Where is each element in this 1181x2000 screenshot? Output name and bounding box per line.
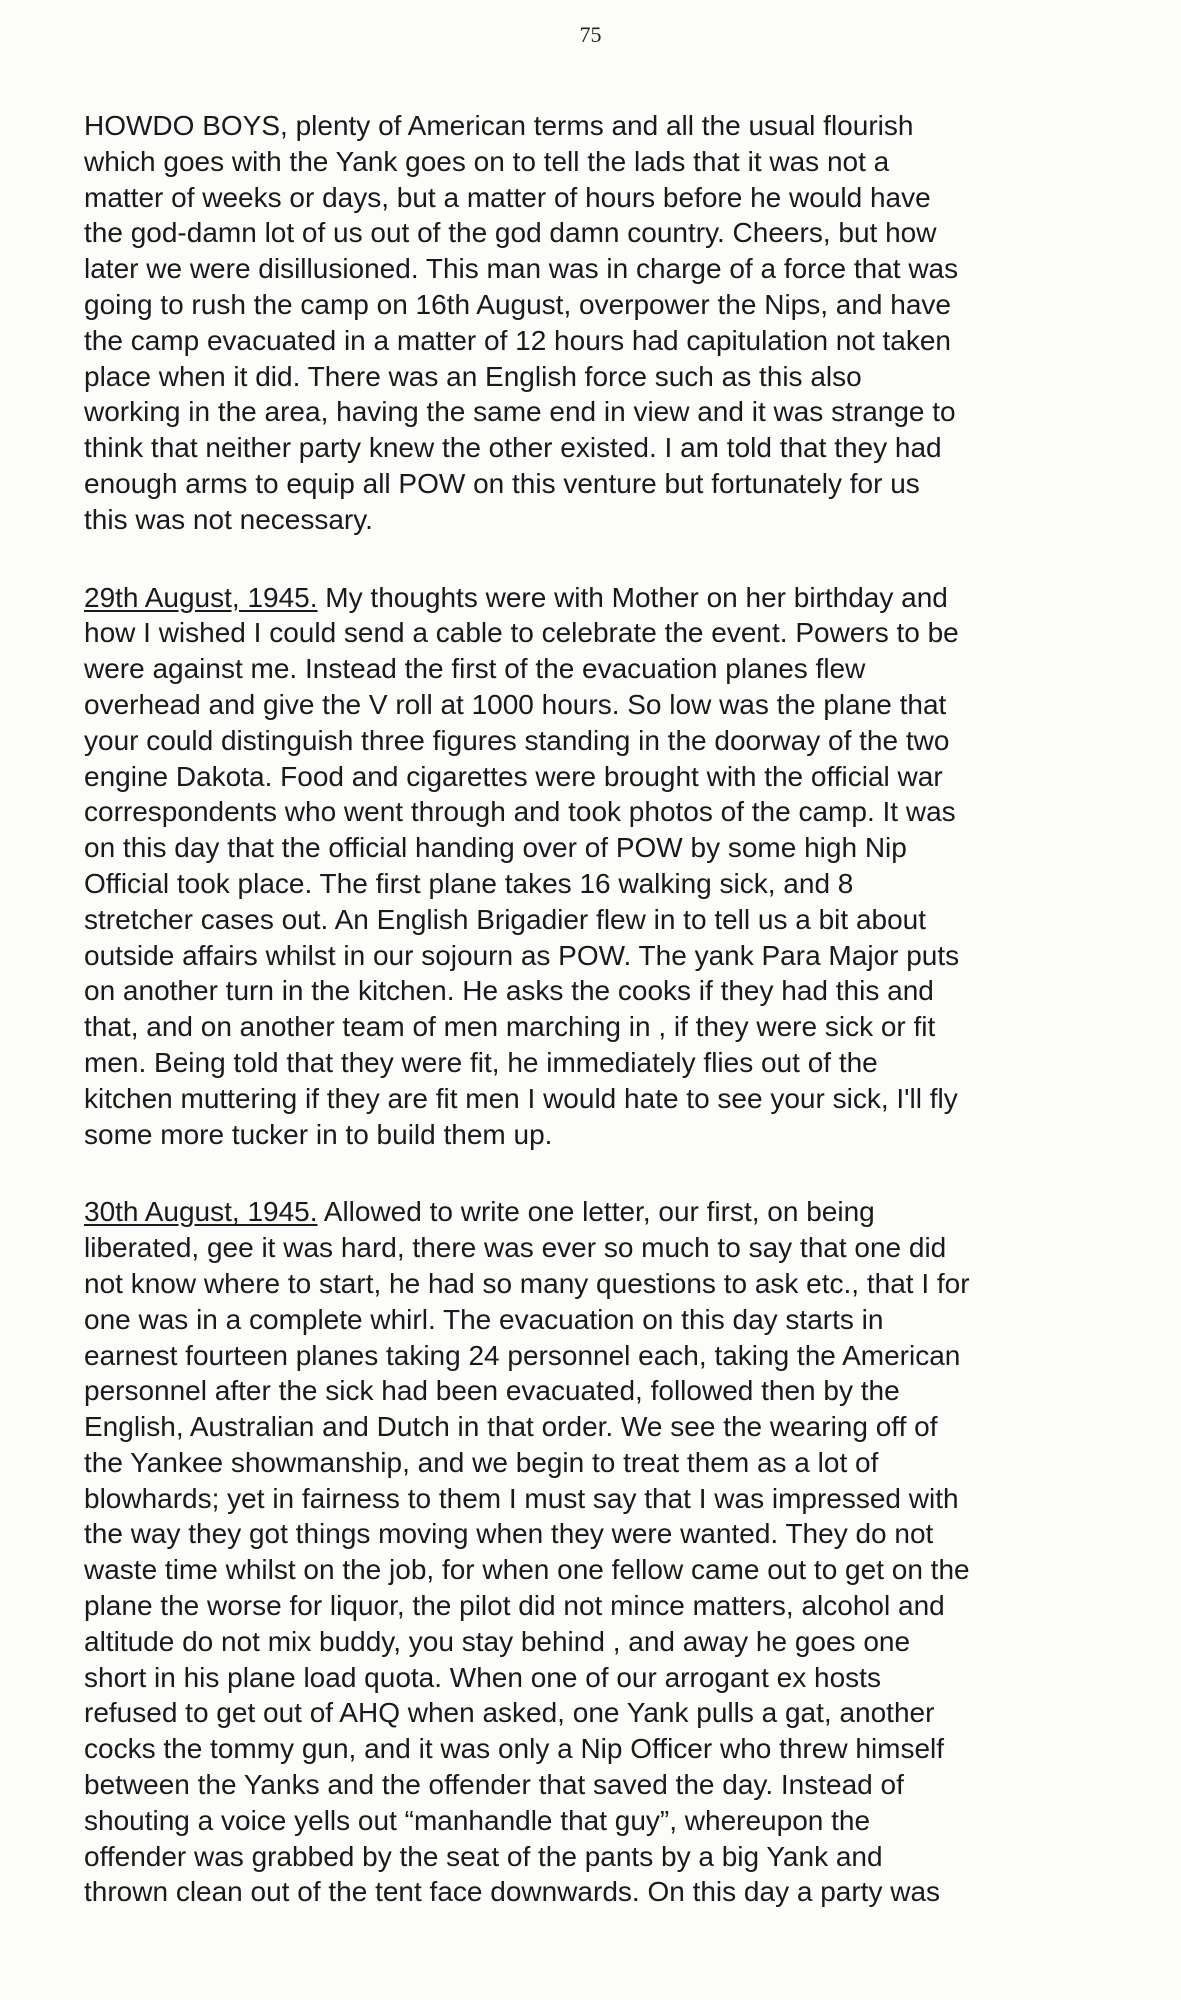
line-text: stretcher cases out. An English Brigadier flew in to tell us a bit about <box>84 903 927 935</box>
text-line <box>84 180 1124 216</box>
text-line <box>84 215 1124 251</box>
line-text: outside affairs whilst in our sojourn as POW. The yank Para Major puts <box>84 939 960 971</box>
text-line <box>84 902 1124 938</box>
line-text: altitude do not mix buddy, you stay behind , and away he goes one <box>84 1625 911 1657</box>
text-line <box>84 615 1124 651</box>
line-text: shouting a voice yells out “manhandle that guy”, whereupon the <box>84 1804 871 1836</box>
text-line <box>84 1266 1124 1302</box>
line-text: one was in a complete whirl. The evacuation on this day starts in <box>84 1303 884 1335</box>
line-text: place when it did. There was an English force such as this also <box>84 360 862 392</box>
line-text: engine Dakota. Food and cigarettes were brought with the official war <box>84 760 943 792</box>
text-line <box>84 1481 1124 1517</box>
line-text: think that neither party knew the other existed. I am told that they had <box>84 432 942 464</box>
line-text: men. Being told that they were fit, he immediately flies out of the <box>84 1046 878 1078</box>
text-line <box>84 1194 1124 1230</box>
line-text: My thoughts were with Mother on her birthday and <box>317 581 948 613</box>
entry-date: 29th August, 1945. <box>84 581 318 613</box>
line-text: some more tucker in to build them up. <box>84 1118 553 1150</box>
text-line <box>84 938 1124 974</box>
diary-paragraph <box>84 580 1124 1153</box>
text-line <box>84 651 1124 687</box>
line-text: offender was grabbed by the seat of the pants by a big Yank and <box>84 1840 883 1872</box>
text-line <box>84 1302 1124 1338</box>
text-line <box>84 1874 1124 1910</box>
line-text: the god-damn lot of us out of the god damn country. Cheers, but how <box>84 217 937 249</box>
text-line <box>84 1695 1124 1731</box>
line-text: liberated, gee it was hard, there was ever so much to say that one did <box>84 1232 947 1264</box>
text-line <box>84 1588 1124 1624</box>
line-text: were against me. Instead the first of the evacuation planes flew <box>84 653 866 685</box>
text-line <box>84 287 1124 323</box>
text-line <box>84 108 1124 144</box>
text-line <box>84 1409 1124 1445</box>
line-text: correspondents who went through and took photos of the camp. It was <box>84 796 956 828</box>
line-text: cocks the tommy gun, and it was only a Nip Officer who threw himself <box>84 1733 945 1765</box>
text-line <box>84 144 1124 180</box>
line-text: personnel after the sick had been evacuated, followed then by the <box>84 1375 900 1407</box>
diary-text <box>84 108 1124 1910</box>
line-text: on this day that the official handing over of POW by some high Nip <box>84 832 907 864</box>
line-text: Allowed to write one letter, our first, on being <box>317 1196 875 1228</box>
diary-paragraph <box>84 108 1124 538</box>
text-line <box>84 723 1124 759</box>
text-line <box>84 687 1124 723</box>
text-line <box>84 1767 1124 1803</box>
line-text: enough arms to equip all POW on this venture but fortunately for us <box>84 467 920 499</box>
line-text: overhead and give the V roll at 1000 hours. So low was the plane that <box>84 688 947 720</box>
text-line <box>84 759 1124 795</box>
text-line <box>84 1338 1124 1374</box>
text-line <box>84 394 1124 430</box>
text-line <box>84 1117 1124 1153</box>
text-line <box>84 580 1124 616</box>
line-text: your could distinguish three figures standing in the doorway of the two <box>84 724 950 756</box>
line-text: which goes with the Yank goes on to tell the lads that it was not a <box>84 145 890 177</box>
text-line <box>84 323 1124 359</box>
text-line <box>84 866 1124 902</box>
line-text: how I wished I could send a cable to celebrate the event. Powers to be <box>84 617 959 649</box>
text-line <box>84 1516 1124 1552</box>
line-text: that, and on another team of men marching in , if they were sick or fit <box>84 1011 936 1043</box>
line-text: English, Australian and Dutch in that order. We see the wearing off of <box>84 1411 938 1443</box>
line-text: refused to get out of AHQ when asked, one Yank pulls a gat, another <box>84 1697 935 1729</box>
line-text: between the Yanks and the offender that saved the day. Instead of <box>84 1769 904 1801</box>
text-line <box>84 359 1124 395</box>
line-text: the Yankee showmanship, and we begin to treat them as a lot of <box>84 1446 879 1478</box>
text-line <box>84 830 1124 866</box>
line-text: this was not necessary. <box>84 503 373 535</box>
text-line <box>84 1445 1124 1481</box>
text-line <box>84 1731 1124 1767</box>
line-text: thrown clean out of the tent face downwards. On this day a party was <box>84 1876 941 1908</box>
text-line <box>84 1081 1124 1117</box>
text-line <box>84 1045 1124 1081</box>
text-line <box>84 1660 1124 1696</box>
line-text: plane the worse for liquor, the pilot did not mince matters, alcohol and <box>84 1590 945 1622</box>
text-line <box>84 794 1124 830</box>
line-text: HOWDO BOYS, plenty of American terms and all the usual flourish <box>84 110 914 141</box>
text-line <box>84 1373 1124 1409</box>
text-line <box>84 430 1124 466</box>
line-text: the way they got things moving when they were wanted. They do not <box>84 1518 934 1550</box>
text-line <box>84 502 1124 538</box>
diary-paragraph <box>84 1194 1124 1910</box>
text-line <box>84 1552 1124 1588</box>
text-line <box>84 251 1124 287</box>
line-text: short in his plane load quota. When one of our arrogant ex hosts <box>84 1661 881 1693</box>
line-text: on another turn in the kitchen. He asks the cooks if they had this and <box>84 975 934 1007</box>
line-text: blowhards; yet in fairness to them I must say that I was impressed with <box>84 1482 959 1514</box>
line-text: waste time whilst on the job, for when one fellow came out to get on the <box>84 1554 970 1586</box>
line-text: working in the area, having the same end in view and it was strange to <box>84 396 956 428</box>
text-line <box>84 1230 1124 1266</box>
text-line <box>84 466 1124 502</box>
text-line <box>84 1839 1124 1875</box>
text-line <box>84 1803 1124 1839</box>
line-text: not know where to start, he had so many questions to ask etc., that I for <box>84 1267 970 1299</box>
line-text: matter of weeks or days, but a matter of hours before he would have <box>84 181 931 213</box>
entry-date: 30th August, 1945. <box>84 1196 318 1228</box>
line-text: the camp evacuated in a matter of 12 hours had capitulation not taken <box>84 324 952 356</box>
text-line <box>84 1624 1124 1660</box>
text-line <box>84 973 1124 1009</box>
line-text: going to rush the camp on 16th August, overpower the Nips, and have <box>84 288 952 320</box>
line-text: earnest fourteen planes taking 24 personnel each, taking the American <box>84 1339 961 1371</box>
page-number: 75 <box>579 22 602 47</box>
line-text: later we were disillusioned. This man was in charge of a force that was <box>84 253 959 285</box>
line-text: Official took place. The first plane takes 16 walking sick, and 8 <box>84 867 854 899</box>
line-text: kitchen muttering if they are fit men I would hate to see your sick, I'll fly <box>84 1082 958 1114</box>
text-line <box>84 1009 1124 1045</box>
